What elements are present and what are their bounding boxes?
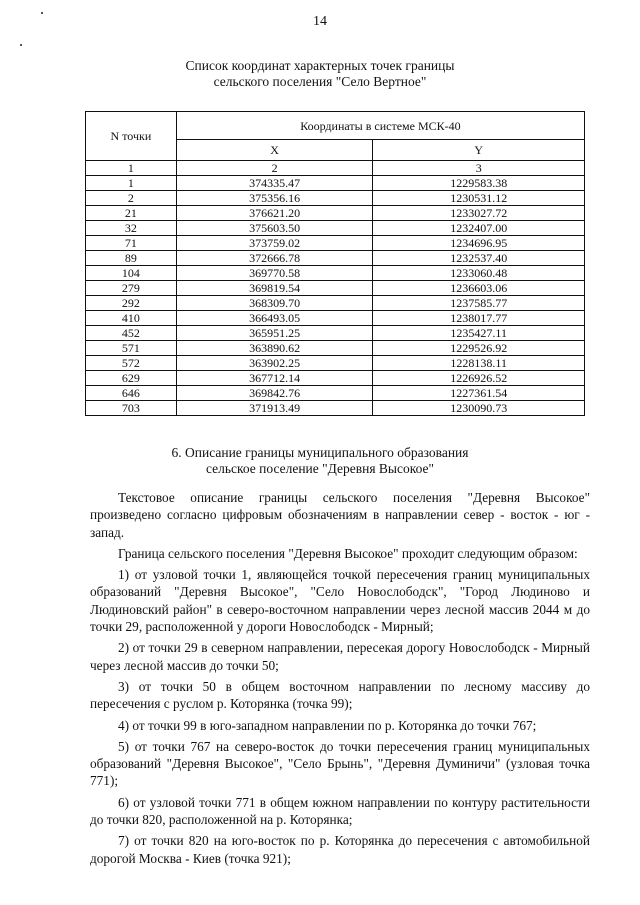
point-number-cell: 571 bbox=[86, 341, 177, 356]
y-coordinate-cell: 1229583.38 bbox=[373, 176, 585, 191]
x-coordinate-cell: 366493.05 bbox=[176, 311, 373, 326]
table-row bbox=[86, 191, 585, 206]
y-coordinate-cell: 1233060.48 bbox=[373, 266, 585, 281]
document-title-line: сельского поселения "Село Вертное" bbox=[213, 74, 427, 89]
table-row bbox=[86, 281, 585, 296]
paragraph: 4) от точки 99 в юго-западном направлении по р. Которянка до точки 767; bbox=[118, 717, 537, 733]
table-row bbox=[86, 371, 585, 386]
table-row bbox=[86, 236, 585, 251]
y-coordinate-cell: 1230090.73 bbox=[373, 401, 585, 416]
x-coordinate-cell: 373759.02 bbox=[176, 236, 373, 251]
table-row bbox=[86, 176, 585, 191]
x-coordinate-cell: 371913.49 bbox=[176, 401, 373, 416]
y-coordinate-cell: 1230531.12 bbox=[373, 191, 585, 206]
point-number-cell: 279 bbox=[86, 281, 177, 296]
description-text bbox=[90, 489, 590, 871]
paragraph: Граница сельского поселения "Деревня Высокое" проходит следующим образом: bbox=[118, 545, 578, 561]
y-coordinate-cell: 1226926.52 bbox=[373, 371, 585, 386]
header-y: Y bbox=[373, 140, 585, 161]
y-coordinate-cell: 1228138.11 bbox=[373, 356, 585, 371]
table-row bbox=[86, 326, 585, 341]
x-coordinate-cell: 367712.14 bbox=[176, 371, 373, 386]
x-coordinate-cell: 374335.47 bbox=[176, 176, 373, 191]
table-row bbox=[86, 206, 585, 221]
point-number-cell: 410 bbox=[86, 311, 177, 326]
column-index: 2 bbox=[176, 161, 373, 176]
paragraph: 1) от узловой точки 1, являющейся точкой пересечения границ муниципальных образований "Деревня Высокое", "Село Новослободск", "Город Людиново и Людиновский район" в северо-восточном направлении через лесной массив 2044 м до точки 29, расположенной у дороги Новослободск - Мирный; bbox=[90, 567, 590, 635]
x-coordinate-cell: 365951.25 bbox=[176, 326, 373, 341]
section-heading bbox=[0, 445, 640, 477]
paragraph: 3) от точки 50 в общем восточном направлении по лесному массиву до пересечения с руслом р. Которянка (точка 99); bbox=[90, 678, 590, 712]
y-coordinate-cell: 1234696.95 bbox=[373, 236, 585, 251]
document-title-line: Список координат характерных точек границы bbox=[185, 58, 455, 73]
x-coordinate-cell: 376621.20 bbox=[176, 206, 373, 221]
point-number-cell: 32 bbox=[86, 221, 177, 236]
paragraph: 5) от точки 767 на северо-восток до точки пересечения границ муниципальных образований "Деревня Высокое", "Село Брынь", "Деревня Думиничи" (узловая точка 771); bbox=[90, 738, 590, 789]
point-number-cell: 452 bbox=[86, 326, 177, 341]
table-row bbox=[86, 221, 585, 236]
x-coordinate-cell: 363902.25 bbox=[176, 356, 373, 371]
y-coordinate-cell: 1229526.92 bbox=[373, 341, 585, 356]
point-number-cell: 1 bbox=[86, 176, 177, 191]
paragraph: 6) от узловой точки 771 в общем южном направлении по контуру растительности до точки 820, расположенной на р. Которянка; bbox=[90, 794, 590, 828]
table-row bbox=[86, 311, 585, 326]
x-coordinate-cell: 369819.54 bbox=[176, 281, 373, 296]
x-coordinate-cell: 369842.76 bbox=[176, 386, 373, 401]
header-coordinate-system: Координаты в системе МСК-40 bbox=[176, 112, 584, 140]
point-number-cell: 646 bbox=[86, 386, 177, 401]
point-number-cell: 71 bbox=[86, 236, 177, 251]
y-coordinate-cell: 1237585.77 bbox=[373, 296, 585, 311]
table-row bbox=[86, 401, 585, 416]
point-number-cell: 629 bbox=[86, 371, 177, 386]
table-row bbox=[86, 266, 585, 281]
y-coordinate-cell: 1233027.72 bbox=[373, 206, 585, 221]
point-number-cell: 572 bbox=[86, 356, 177, 371]
point-number-cell: 21 bbox=[86, 206, 177, 221]
y-coordinate-cell: 1238017.77 bbox=[373, 311, 585, 326]
point-number-cell: 703 bbox=[86, 401, 177, 416]
x-coordinate-cell: 369770.58 bbox=[176, 266, 373, 281]
paragraph: 2) от точки 29 в северном направлении, пересекая дорогу Новослободск - Мирный через лесной массив до точки 50; bbox=[90, 640, 590, 673]
paragraph: 7) от точки 820 на юго-восток по р. Которянка до пересечения с автомобильной дорогой Москва - Киев (точка 921); bbox=[90, 833, 590, 866]
header-point-number: N точки bbox=[86, 112, 177, 161]
y-coordinate-cell: 1232537.40 bbox=[373, 251, 585, 266]
table-row bbox=[86, 386, 585, 401]
table-row bbox=[86, 251, 585, 266]
y-coordinate-cell: 1235427.11 bbox=[373, 326, 585, 341]
table-row bbox=[86, 296, 585, 311]
x-coordinate-cell: 363890.62 bbox=[176, 341, 373, 356]
column-index: 1 bbox=[86, 161, 177, 176]
y-coordinate-cell: 1232407.00 bbox=[373, 221, 585, 236]
x-coordinate-cell: 375603.50 bbox=[176, 221, 373, 236]
scan-artifact-dot bbox=[20, 44, 22, 46]
point-number-cell: 104 bbox=[86, 266, 177, 281]
point-number-cell: 89 bbox=[86, 251, 177, 266]
x-coordinate-cell: 368309.70 bbox=[176, 296, 373, 311]
x-coordinate-cell: 375356.16 bbox=[176, 191, 373, 206]
x-coordinate-cell: 372666.78 bbox=[176, 251, 373, 266]
y-coordinate-cell: 1236603.06 bbox=[373, 281, 585, 296]
y-coordinate-cell: 1227361.54 bbox=[373, 386, 585, 401]
section-heading-line: сельское поселение "Деревня Высокое" bbox=[205, 461, 435, 476]
table-row bbox=[86, 356, 585, 371]
paragraph: Текстовое описание границы сельского поселения "Деревня Высокое" произведено согласно цифровым обозначениям в направлении север - восток - юг - запад. bbox=[90, 490, 590, 540]
page-number: 14 bbox=[313, 14, 327, 29]
section-heading-line: 6. Описание границы муниципального образования bbox=[171, 445, 469, 460]
table-row bbox=[86, 341, 585, 356]
point-number-cell: 292 bbox=[86, 296, 177, 311]
document-title bbox=[0, 58, 640, 90]
column-index: 3 bbox=[373, 161, 585, 176]
header-x: X bbox=[176, 140, 373, 161]
point-number-cell: 2 bbox=[86, 191, 177, 206]
coordinates-table bbox=[85, 111, 585, 416]
